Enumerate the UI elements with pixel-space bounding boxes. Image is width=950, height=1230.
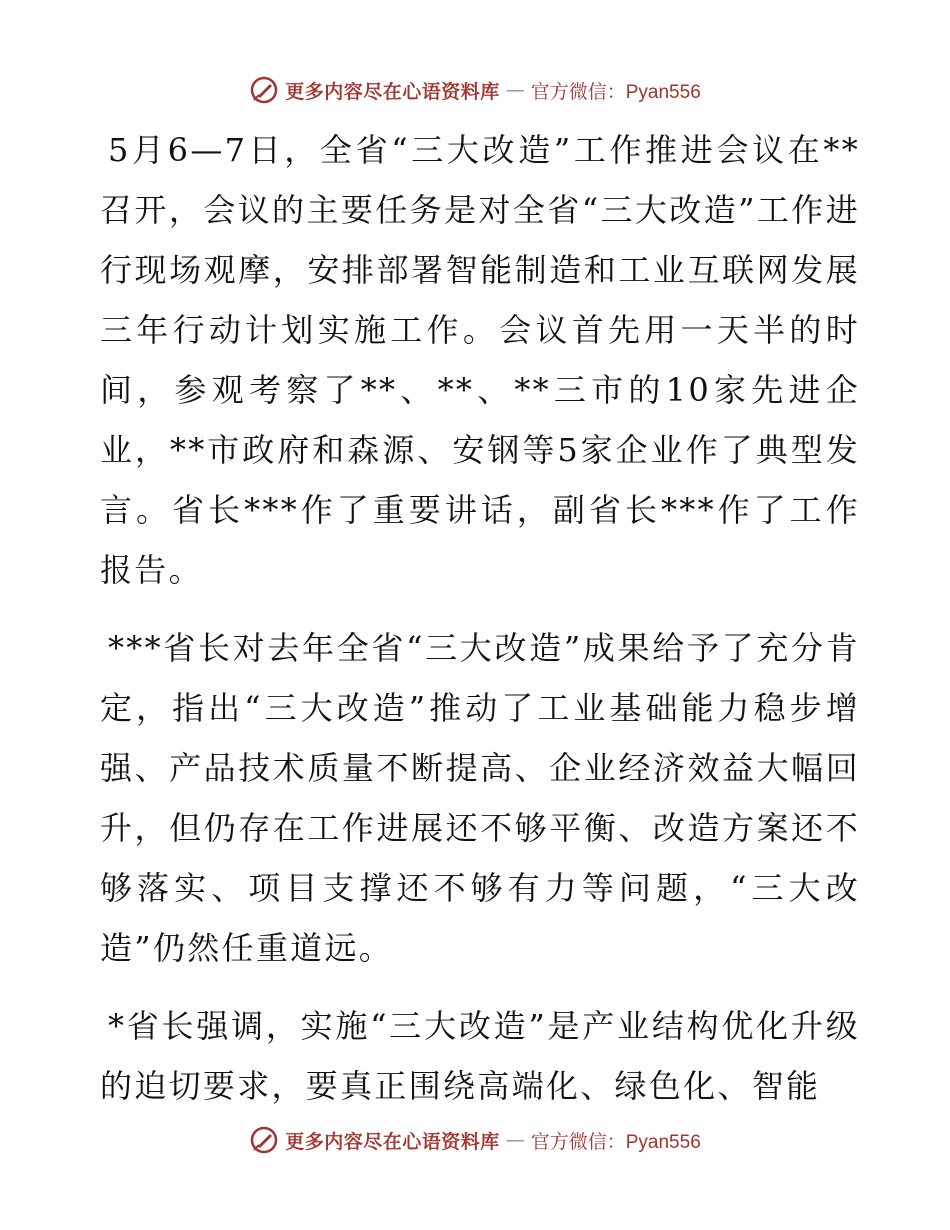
paragraph-3: *省长强调，实施“三大改造”是产业结构优化升级的迫切要求，要真正围绕高端化、绿色化、智能 [100,1007,860,1105]
watermark-separator: — [505,1129,525,1151]
paragraph-1: 5月6—7日，全省“三大改造”工作推进会议在**召开，会议的主要任务是对全省“三大改造”工作进行现场观摩，安排部署智能制造和工业互联网发展三年行动计划实施工作。会议首先用一天半的时间，参观考察了**、**、**三市的10家先进企业，**市政府和森源、安钢等5家企业作了典型发言。省长***作了重要讲话，副省长***作了工作报告。 [100,131,860,589]
quill-seal-icon [249,1125,279,1155]
header-watermark [0,70,950,110]
watermark-brand: 更多内容尽在心语资料库 [285,1130,500,1153]
footer-watermark [0,1120,950,1160]
watermark-separator: — [505,79,525,101]
quill-seal-icon [249,75,279,105]
document-body [100,120,860,1116]
watermark-contact: 官方微信：Pyan556 [530,81,701,103]
paragraph-2: ***省长对去年全省“三大改造”成果给予了充分肯定，指出“三大改造”推动了工业基础能力稳步增强、产品技术质量不断提高、企业经济效益大幅回升，但仍存在工作进展还不够平衡、改造方案还不够落实、项目支撑还不够有力等问题，“三大改造”仍然任重道远。 [100,629,860,967]
watermark-brand: 更多内容尽在心语资料库 [285,80,500,103]
watermark-contact: 官方微信：Pyan556 [530,1131,701,1153]
